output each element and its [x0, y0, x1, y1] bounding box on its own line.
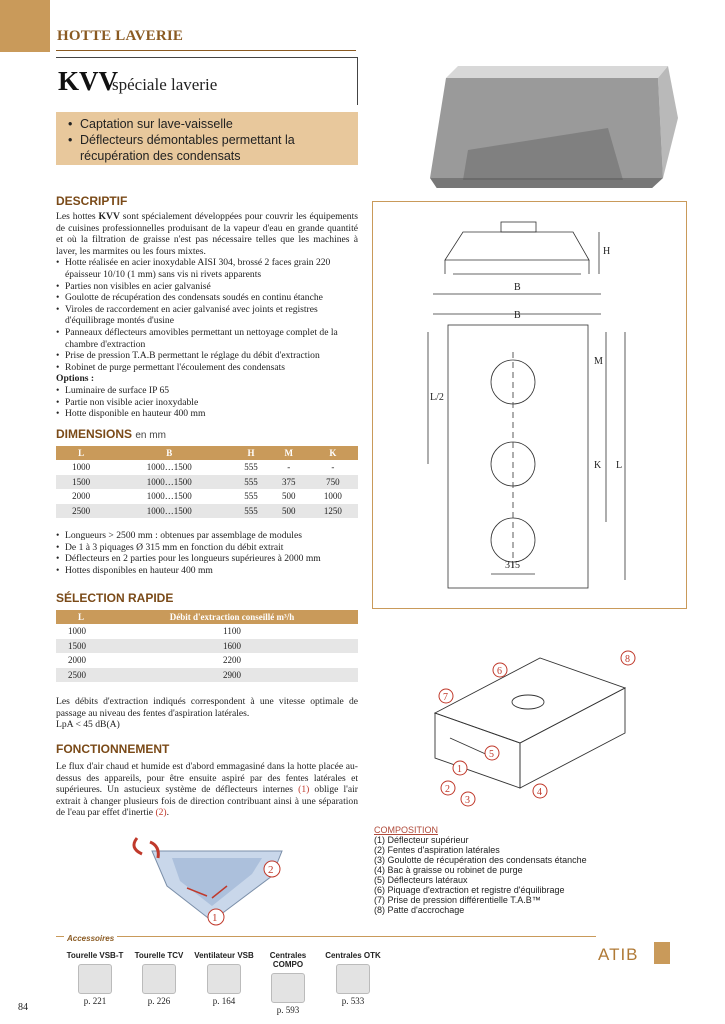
composition-item: (6) Piquage d'extraction et registre d'équilibrage: [374, 885, 565, 895]
table-row: [56, 475, 358, 490]
selection-section: [56, 591, 358, 682]
table-cell: 1000: [323, 491, 342, 502]
table-cell: 1600: [106, 639, 358, 654]
label-L: L: [616, 460, 623, 471]
table-row: [56, 639, 358, 654]
note-text: Longueurs > 2500 mm : obtenues par assemblage de modules: [65, 530, 302, 541]
table-cell: 1000…1500: [146, 462, 192, 473]
table-cell: 1000: [72, 462, 91, 473]
callout-3: 3: [465, 795, 470, 806]
composition-item: (3) Goulotte de récupération des condensats étanche: [374, 855, 587, 865]
fonctionnement-section: [56, 742, 358, 819]
callout-2: 2: [445, 784, 450, 795]
dimensions-unit: en mm: [135, 430, 166, 441]
section-rule: [56, 50, 356, 51]
accessory-page-ref: p. 226: [147, 996, 171, 1006]
table-cell: -: [287, 462, 291, 473]
page-number: 84: [18, 1002, 28, 1013]
col-header: B: [106, 446, 232, 460]
accessory-image: [142, 964, 176, 994]
label-M: M: [594, 356, 603, 367]
composition-item: (1) Déflecteur supérieur: [374, 835, 469, 845]
intro-text-end: sont spécialement développées pour couvrir les équipements de cuisines professionnelles produisant de la vapeur d'eau en grande quantité et où la filtration de graisse n'est pas nécessaire telles que les machines à laver, les marmites ou les fours mixtes.: [56, 211, 358, 257]
fonc-text: oblige l'air extrait à changer plusieurs fois de direction contribuant ainsi à une séparation de l'eau par effet d'inertie: [56, 784, 358, 819]
accessory-image: [207, 964, 241, 994]
table-cell: 2000: [72, 491, 91, 502]
hood-isometric-view: [430, 648, 650, 808]
accessory-image: [78, 964, 112, 994]
brand-text: ATIB: [598, 945, 639, 964]
airflow-illustration: [112, 826, 302, 926]
descriptif-section: [56, 194, 358, 420]
composition-item: (2) Fentes d'aspiration latérales: [374, 845, 500, 855]
noise-level: LpA < 45 dB(A): [56, 719, 120, 731]
dimensions-title: DIMENSIONS: [56, 427, 133, 441]
label-B: B: [514, 282, 521, 293]
label-K: K: [594, 460, 602, 471]
callout-8: 8: [625, 654, 630, 665]
table-row: [56, 653, 358, 668]
table-cell: 2200: [223, 655, 241, 666]
table-cell: 1100: [223, 626, 241, 637]
note-bullet: • Déflecteurs en 2 parties pour les longueurs supérieures à 2000 mm: [56, 553, 321, 565]
spec-bullet: • Robinet de purge permettant l'écoulement des condensats: [56, 361, 286, 373]
highlight-item: • Déflecteurs démontables permettant la récupération des condensats: [68, 132, 348, 164]
ref-1: (1): [298, 784, 310, 796]
accessory-page-ref: p. 221: [83, 996, 107, 1006]
table-cell: 750: [308, 475, 358, 490]
callout-1: 1: [457, 764, 462, 775]
accessory-name: Ventilateur VSB: [194, 951, 254, 960]
table-cell: 1250: [308, 504, 358, 519]
table-cell: 2900: [106, 668, 358, 683]
label-315: 315: [505, 560, 520, 571]
accessories-title: Accessoires: [64, 934, 117, 943]
table-cell: -: [331, 462, 335, 473]
spec-bullet: • Prise de pression T.A.B permettant le réglage du débit d'extraction: [56, 350, 320, 362]
spec-text: Parties non visibles en acier galvanisé: [65, 280, 211, 292]
accessory-image: [336, 964, 370, 994]
fonctionnement-text: [56, 761, 358, 819]
table-cell: 1000…1500: [106, 504, 232, 519]
col-header: L: [56, 446, 106, 460]
callout-4: 4: [537, 787, 542, 798]
spec-bullet: • Parties non visibles en acier galvanisé: [56, 280, 211, 292]
spec-text: Prise de pression T.A.B permettant le réglage du débit d'extraction: [65, 350, 320, 362]
label-B2: B: [514, 310, 521, 321]
accessory-page-ref: p. 593: [276, 1005, 300, 1015]
descriptif-intro: [56, 211, 358, 257]
table-cell: 1000: [68, 626, 86, 637]
options-label: Options :: [56, 373, 95, 385]
table-cell: 1000…1500: [146, 491, 192, 502]
spec-text: Hotte réalisée en acier inoxydable AISI 304, brossé 2 faces grain 220 épaisseur 10/10 (1 mm) sans vis ni rivets apparents: [65, 257, 331, 280]
table-row: [56, 504, 358, 519]
label-L2: L/2: [430, 392, 444, 403]
accessory-item[interactable]: [64, 951, 126, 1006]
spec-bullet: • Goulotte de récupération des condensats soudés en continu étanche: [56, 292, 323, 304]
option-bullet: • Luminaire de surface IP 65: [56, 384, 170, 396]
section-tab-marker: [0, 0, 50, 52]
accessory-image: [271, 973, 305, 1003]
table-cell: 500: [282, 491, 296, 502]
accessory-name: Tourelle VSB-T: [66, 951, 124, 960]
note-text: De 1 à 3 piquages Ø 315 mm en fonction du débit extrait: [65, 541, 284, 553]
product-subtitle: spéciale laverie: [112, 75, 218, 94]
table-cell: 500: [270, 504, 308, 519]
accessory-name: Centrales COMPO: [269, 951, 307, 969]
note-bullet: • Longueurs > 2500 mm : obtenues par assemblage de modules: [56, 530, 302, 541]
note-text: Déflecteurs en 2 parties pour les longueurs supérieures à 2000 mm: [65, 553, 321, 565]
table-cell: 1500: [56, 475, 106, 490]
dimension-notes: [56, 530, 358, 576]
table-cell: 2500: [56, 668, 106, 683]
spec-text: Goulotte de récupération des condensats soudés en continu étanche: [65, 292, 323, 304]
option-bullet: • Hotte disponible en hauteur 400 mm: [56, 408, 206, 420]
accessory-name: Centrales OTK: [325, 951, 381, 960]
composition-item: (5) Déflecteurs latéraux: [374, 875, 468, 885]
accessory-page-ref: p. 164: [212, 996, 236, 1006]
accessory-item[interactable]: [322, 951, 384, 1006]
spec-bullet: • Hotte réalisée en acier inoxydable AISI 304, brossé 2 faces grain 220 épaisseur 10/10 (1 mm) sans vis ni rivets apparents: [56, 257, 358, 280]
fonc-text: .: [166, 807, 170, 819]
note-text: Hottes disponibles en hauteur 400 mm: [65, 564, 213, 576]
col-header: Débit d'extraction conseillé m³/h: [106, 610, 358, 624]
callout-7: 7: [443, 692, 448, 703]
ref-2: (2): [155, 807, 167, 819]
accessory-item[interactable]: [193, 951, 255, 1006]
label-H: H: [603, 246, 611, 257]
hood-product-image: [418, 58, 708, 188]
section-title: HOTTE LAVERIE: [57, 28, 184, 44]
accessory-name: Tourelle TCV: [134, 951, 184, 960]
composition-list: [374, 825, 634, 915]
dimensions-table: [56, 446, 358, 518]
table-cell: 375: [270, 475, 308, 490]
selection-heading: SÉLECTION RAPIDE: [56, 591, 174, 605]
spec-bullet: • Viroles de raccordement en acier galvanisé avec joints et registres d'équilibrage montés d'usine: [56, 304, 358, 327]
option-text: Hotte disponible en hauteur 400 mm: [65, 408, 206, 420]
table-row: [56, 624, 358, 639]
table-cell: 555: [232, 475, 270, 490]
highlight-text: Captation sur lave-vaisselle: [80, 117, 233, 131]
intro-text: Les hottes: [56, 211, 99, 222]
highlight-text: Déflecteurs démontables permettant la récupération des condensats: [80, 133, 295, 163]
table-cell: 555: [244, 462, 258, 473]
col-header: H: [232, 446, 270, 460]
table-cell: 1500: [56, 639, 106, 654]
spec-text: Viroles de raccordement en acier galvanisé avec joints et registres d'équilibrage montés d'usine: [65, 303, 318, 327]
selection-table: [56, 610, 358, 682]
col-header: K: [308, 446, 358, 460]
table-cell: 2500: [56, 504, 106, 519]
accessory-item[interactable]: [257, 951, 319, 1015]
col-header: L: [56, 610, 106, 624]
intro-bold: KVV: [98, 211, 120, 222]
composition-title: COMPOSITION: [374, 825, 439, 835]
selection-note-text: Les débits d'extraction indiqués correspondent à une vitesse optimale de passage au niveau des fentes d'aspiration latérales.: [56, 696, 358, 719]
accessory-item[interactable]: [128, 951, 190, 1006]
technical-drawing: [373, 202, 686, 608]
table-header-row: [56, 610, 358, 624]
table-cell: 2000: [68, 655, 86, 666]
composition-item: (8) Patte d'accrochage: [374, 905, 465, 915]
accessory-page-ref: p. 533: [341, 996, 365, 1006]
brand-logo: [596, 936, 678, 970]
fonctionnement-heading: FONCTIONNEMENT: [56, 742, 170, 756]
table-cell: 1000…1500: [106, 475, 232, 490]
table-row: [56, 668, 358, 683]
table-row: [56, 489, 358, 504]
descriptif-heading: DESCRIPTIF: [56, 194, 128, 208]
spec-text: Panneaux déflecteurs amovibles permettant un nettoyage complet de la chambre d'extraction: [65, 326, 338, 350]
callout-5: 5: [489, 749, 494, 760]
option-text: Luminaire de surface IP 65: [65, 384, 170, 396]
table-row: [56, 460, 358, 475]
flow-callout-2: 2: [268, 864, 274, 876]
option-bullet: • Partie non visible acier inoxydable: [56, 396, 199, 408]
callout-6: 6: [497, 666, 502, 677]
note-bullet: • De 1 à 3 piquages Ø 315 mm en fonction du débit extrait: [56, 541, 284, 553]
option-text: Partie non visible acier inoxydable: [65, 396, 199, 408]
spec-bullet: • Panneaux déflecteurs amovibles permettant un nettoyage complet de la chambre d'extraction: [56, 327, 358, 350]
highlight-box: [56, 112, 358, 165]
selection-note: [56, 696, 358, 731]
composition-item: (4) Bac à graisse ou robinet de purge: [374, 865, 523, 875]
table-cell: 555: [244, 491, 258, 502]
table-cell: 555: [232, 504, 270, 519]
accessories-rule: [56, 936, 676, 937]
table-header-row: [56, 446, 358, 460]
spec-text: Robinet de purge permettant l'écoulement des condensats: [65, 361, 286, 373]
flow-callout-1: 1: [212, 912, 218, 924]
col-header: M: [270, 446, 308, 460]
product-code: KVV: [58, 66, 118, 96]
highlight-item: • Captation sur lave-vaisselle: [68, 117, 233, 131]
fonc-text: Le flux d'air chaud et humide est d'abord emmagasiné dans la hotte placée au-dessus des appareils, pour être ensuite aspiré par des fentes latérales et supérieures. Un astucieux système de déflecteurs internes: [56, 761, 358, 796]
composition-item: (7) Prise de pression différentielle T.A.B™: [374, 895, 541, 905]
note-bullet: • Hottes disponibles en hauteur 400 mm: [56, 564, 213, 576]
dimensions-heading: [56, 427, 166, 441]
